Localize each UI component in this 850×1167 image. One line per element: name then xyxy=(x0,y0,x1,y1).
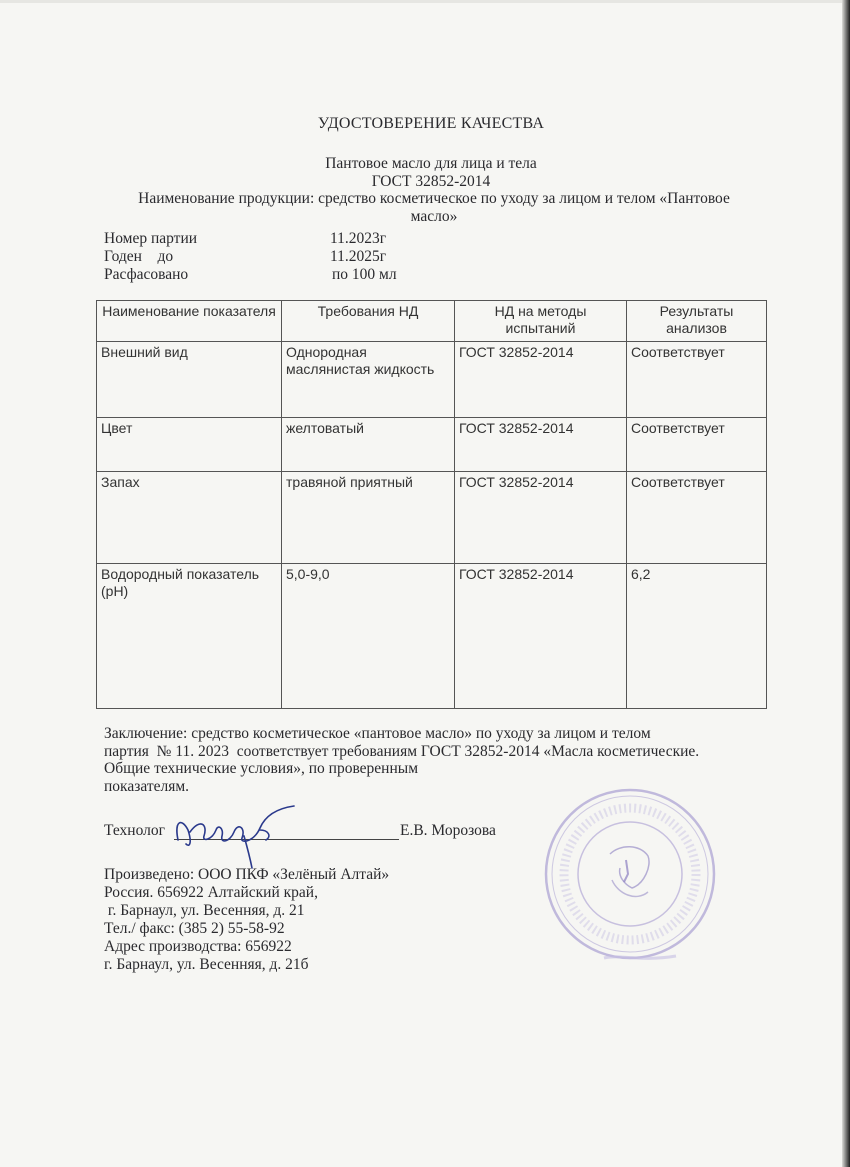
table-cell: Запах xyxy=(97,472,282,564)
document-title: УДОСТОВЕРЕНИЕ КАЧЕСТВА xyxy=(317,115,545,132)
stamp-residue-mark xyxy=(600,948,680,968)
product-title: Пантовое масло для лица и тела xyxy=(325,155,537,172)
table-cell: желтоватый xyxy=(282,418,455,472)
batch-row xyxy=(104,230,404,248)
header-test-methods: НД на методы испытаний xyxy=(455,301,627,342)
producer-line: Россия. 656922 Алтайский край, xyxy=(104,884,318,901)
table-row xyxy=(97,418,767,472)
table-cell: Соответствует xyxy=(627,472,767,564)
header-requirements: Требования НД xyxy=(282,301,455,342)
conclusion-line: показателям. xyxy=(104,777,190,795)
producer-line: Адрес производства: 656922 xyxy=(104,938,292,955)
product-name-line: масло» xyxy=(410,208,458,225)
table-cell: травяной приятный xyxy=(282,472,455,564)
packaging-row xyxy=(104,266,404,284)
producer-line: Произведено: ООО ПКФ «Зелёный Алтай» xyxy=(104,866,390,883)
packaging-label: Расфасовано xyxy=(104,266,189,283)
round-seal-stamp xyxy=(540,784,720,964)
table-cell: 6,2 xyxy=(627,564,767,709)
table-cell: Соответствует xyxy=(627,342,767,418)
expiry-row xyxy=(104,248,404,266)
expiry-label: Годен до xyxy=(104,248,174,265)
table-row xyxy=(97,564,767,709)
table-row xyxy=(97,342,767,418)
table-cell: ГОСТ 32852-2014 xyxy=(455,472,627,564)
batch-value: 11.2023г xyxy=(330,230,387,247)
batch-label: Номер партии xyxy=(104,230,198,247)
expiry-value: 11.2025г xyxy=(330,248,387,265)
producer-line: г. Барнаул, ул. Весенняя, д. 21б xyxy=(104,956,309,973)
product-name-line: Наименование продукции: средство косметическое по уходу за лицом и телом «Пантовое xyxy=(138,190,730,207)
paper-top-edge xyxy=(0,0,850,3)
product-name xyxy=(104,190,764,226)
header-results: Результаты анализов xyxy=(627,301,767,342)
conclusion-line: Общие технические условия», по проверенным xyxy=(104,760,418,777)
standard-line: ГОСТ 32852-2014 xyxy=(371,173,491,190)
table-cell: Однородная маслянистая жидкость xyxy=(282,342,455,418)
conclusion-line: партия № 11. 2023 соответствует требованиям ГОСТ 32852-2014 «Масла косметические. xyxy=(104,742,700,760)
handwritten-signature xyxy=(160,800,310,870)
table-cell: Внешний вид xyxy=(97,342,282,418)
producer-info xyxy=(104,866,389,974)
table-cell: Соответствует xyxy=(627,418,767,472)
table-header-row xyxy=(97,301,767,342)
quality-table xyxy=(96,300,767,709)
technologist-label: Технолог xyxy=(104,822,165,839)
table-cell: Водородный показатель (pH) xyxy=(97,564,282,709)
table-cell: ГОСТ 32852-2014 xyxy=(455,564,627,709)
table-cell: 5,0-9,0 xyxy=(282,564,455,709)
table-row xyxy=(97,472,767,564)
table-cell: Цвет xyxy=(97,418,282,472)
producer-line: Тел./ факс: (385 2) 55-58-92 xyxy=(104,920,285,937)
table-cell: ГОСТ 32852-2014 xyxy=(455,342,627,418)
table-cell: ГОСТ 32852-2014 xyxy=(455,418,627,472)
producer-line: г. Барнаул, ул. Весенняя, д. 21 xyxy=(104,902,305,919)
header-indicator: Наименование показателя xyxy=(97,301,282,342)
conclusion-line: Заключение: средство косметическое «пантовое масло» по уходу за лицом и телом xyxy=(104,725,651,742)
technologist-name: Е.В. Морозова xyxy=(400,822,496,839)
packaging-value: по 100 мл xyxy=(332,266,397,283)
